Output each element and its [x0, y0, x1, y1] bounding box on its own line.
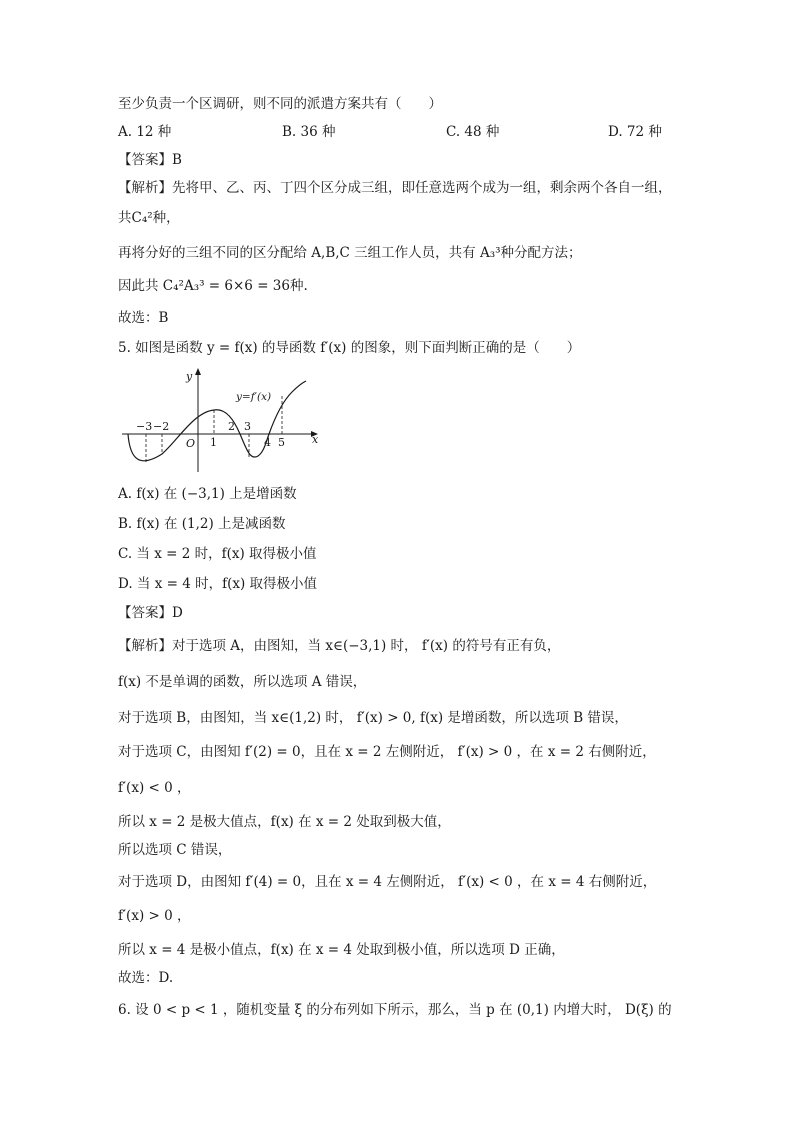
question-6-stem: 6. 设 0 < p < 1 ，随机变量 ξ 的分布列如下所示，那么，当 p 在 (0,1) 内增大时， D(ξ) 的: [118, 1002, 672, 1018]
x-axis-label: x: [312, 433, 319, 446]
tick-label-minus-2: −2: [153, 420, 170, 433]
question-4-option-a: A. 12 种: [118, 124, 172, 140]
question-5-option-b: B. f(x) 在 (1,2) 上是减函数: [118, 516, 286, 532]
analysis-4-line-1: 【解析】先将甲、乙、丙、丁四个区分成三组，即任意选两个成为一组，剩余两个各自一组，: [118, 180, 672, 196]
question-4-option-b: B. 36 种: [282, 124, 336, 140]
analysis-5-conclusion: 故选：D.: [118, 970, 174, 986]
analysis-5-line-5: f′(x) < 0 ，: [118, 780, 191, 796]
tick-label-3: 3: [244, 420, 251, 433]
answer-5: 【答案】D: [118, 605, 183, 621]
analysis-5-line-9: f′(x) > 0 ，: [118, 908, 191, 924]
y-axis-arrow-icon: [195, 368, 201, 375]
tick-label-4: 4: [264, 436, 271, 449]
tick-label-2: 2: [228, 420, 235, 433]
analysis-4-line-4: 因此共 C₄²A₃³ = 6×6 = 36种.: [118, 278, 308, 294]
y-axis-label: y: [186, 370, 193, 383]
origin-label: O: [186, 437, 196, 450]
question-5-option-a: A. f(x) 在 (−3,1) 上是增函数: [118, 486, 297, 502]
answer-4: 【答案】B: [118, 152, 182, 168]
derivative-graph: [118, 364, 334, 474]
analysis-5-line-7: 所以选项 C 错误，: [118, 842, 232, 858]
question-5-stem: 5. 如图是函数 y = f(x) 的导函数 f′(x) 的图象，则下面判断正确的是（ ）: [118, 340, 581, 356]
analysis-5-line-1: 【解析】对于选项 A，由图知，当 x∈(−3,1) 时， f′(x) 的符号有正有负，: [118, 638, 561, 654]
question-4-option-d: D. 72 种: [608, 124, 662, 140]
tick-label-minus-3: −3: [136, 420, 153, 433]
analysis-4-line-2: 共C₄²种，: [118, 210, 180, 226]
question-5-option-d: D. 当 x = 4 时，f(x) 取得极小值: [118, 576, 318, 592]
question-4-stem: 至少负责一个区调研，则不同的派遣方案共有（ ）: [118, 96, 442, 112]
analysis-5-line-3: 对于选项 B，由图知，当 x∈(1,2) 时， f′(x) > 0, f(x) 是增函数，所以选项 B 错误，: [118, 710, 628, 726]
analysis-4-line-3: 再将分好的三组不同的区分配给 A,B,C 三组工作人员，共有 A₃³种分配方法；: [118, 245, 582, 261]
analysis-5-line-10: 所以 x = 4 是极小值点，f(x) 在 x = 4 处取到极小值，所以选项 D 正确，: [118, 942, 565, 958]
analysis-5-line-6: 所以 x = 2 是极大值点，f(x) 在 x = 2 处取到极大值，: [118, 814, 451, 830]
question-5-option-c: C. 当 x = 2 时，f(x) 取得极小值: [118, 546, 317, 562]
analysis-4-conclusion: 故选：B: [118, 310, 169, 326]
tick-label-1: 1: [210, 436, 217, 449]
curve-label: y=f′(x): [236, 391, 272, 403]
analysis-5-line-2: f(x) 不是单调的函数，所以选项 A 错误，: [118, 674, 367, 690]
question-4-option-c: C. 48 种: [446, 124, 500, 140]
analysis-5-line-4: 对于选项 C，由图知 f′(2) = 0，且在 x = 2 左侧附近， f′(x) > 0 ，在 x = 2 右侧附近，: [118, 744, 656, 760]
tick-label-5: 5: [278, 436, 285, 449]
analysis-5-line-8: 对于选项 D，由图知 f′(4) = 0，且在 x = 4 左侧附近， f′(x) < 0 ，在 x = 4 右侧附近，: [118, 874, 657, 890]
